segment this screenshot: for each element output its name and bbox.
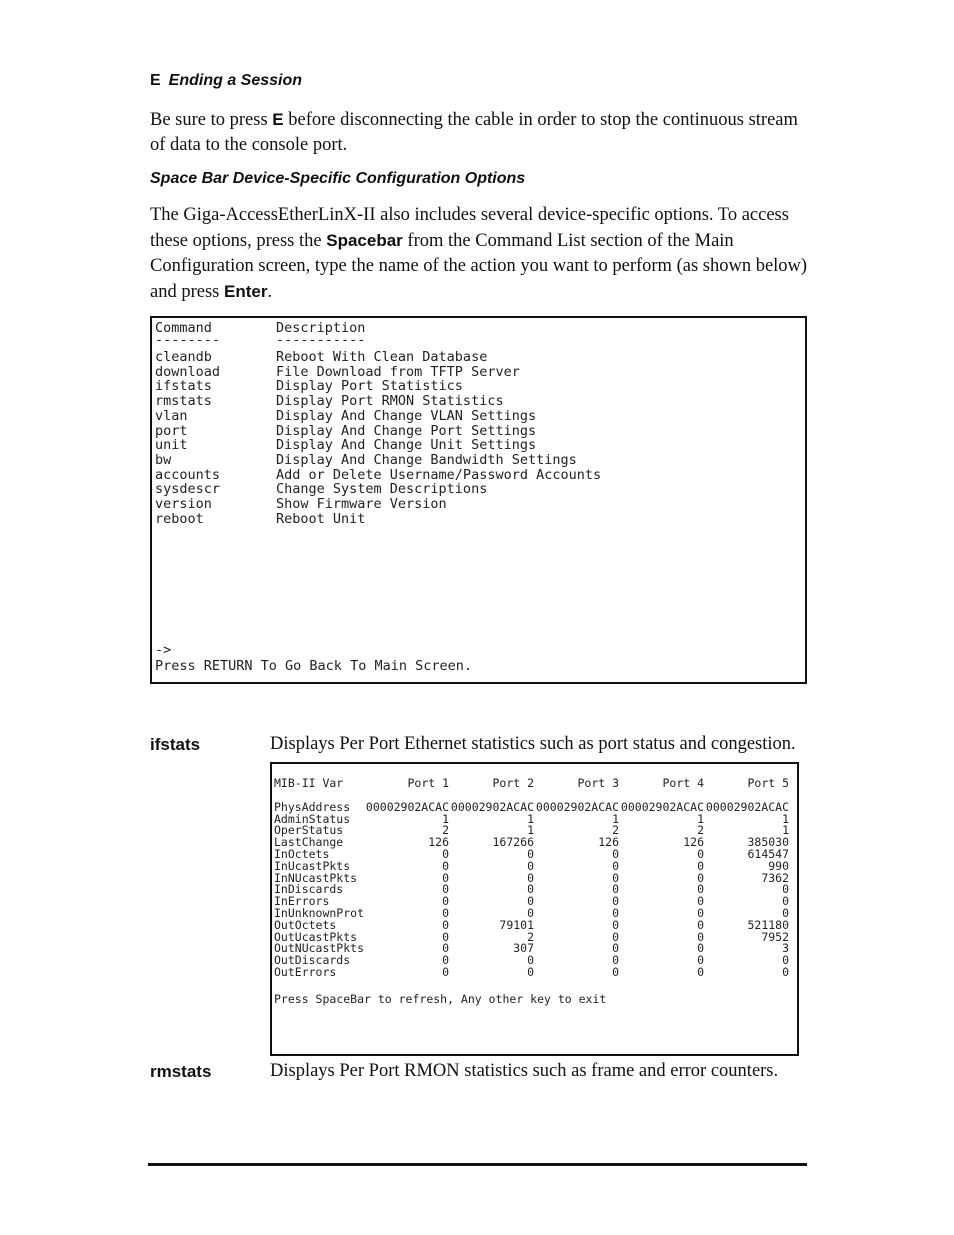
port-value: 0 — [697, 870, 705, 885]
port-value: 0 — [782, 905, 790, 920]
port-value: 1 — [782, 823, 790, 838]
options-paragraph — [150, 203, 810, 305]
port-value: 1 — [442, 811, 450, 826]
para1-key: E — [272, 110, 284, 129]
port-value: 2 — [442, 823, 450, 838]
port-value: 0 — [527, 882, 535, 897]
port-value: 1 — [782, 811, 790, 826]
port-value: 0 — [612, 953, 620, 968]
port-value: 0 — [782, 964, 790, 979]
port-value: 2 — [612, 823, 620, 838]
port-value: 0 — [527, 858, 535, 873]
port-value: 0 — [697, 964, 705, 979]
para2-key-enter: Enter — [223, 282, 268, 301]
port-value: 0 — [612, 905, 620, 920]
mib-variable: InUnknownProt — [274, 905, 365, 920]
command-prompt: -> — [155, 642, 172, 658]
refresh-instruction: Press SpaceBar to refresh, Any other key to exit — [274, 992, 607, 1006]
port-value: 00002902ACAC — [535, 799, 620, 814]
port-value: 00002902ACAC — [705, 799, 790, 814]
command-description: Show Firmware Version — [276, 496, 447, 512]
port-value: 0 — [527, 953, 535, 968]
port-value: 0 — [612, 917, 620, 932]
port-value: 0 — [782, 882, 790, 897]
command-name: bw — [155, 451, 172, 468]
port-value: 1 — [697, 811, 705, 826]
description-header: Description — [276, 320, 366, 336]
command-header: Command — [155, 320, 212, 336]
para1-text-1: Be sure to press — [150, 110, 273, 130]
port-value: 1 — [527, 823, 535, 838]
port-value: 385030 — [747, 835, 790, 850]
command-name: port — [155, 422, 188, 439]
port-value: 0 — [442, 941, 450, 956]
port-value: 167266 — [492, 835, 535, 850]
port-value: 3 — [782, 941, 790, 956]
port-value: 2 — [527, 929, 535, 944]
port-value: 7952 — [761, 929, 790, 944]
port-value: 0 — [612, 941, 620, 956]
command-name: sysdescr — [155, 481, 221, 498]
port-value: 0 — [697, 882, 705, 897]
port-value: 1 — [527, 811, 535, 826]
port-value: 614547 — [747, 846, 790, 861]
port-value: 0 — [442, 905, 450, 920]
port-value: 0 — [527, 905, 535, 920]
mib-variable: OperStatus — [274, 823, 344, 838]
mib-variable: AdminStatus — [274, 811, 351, 826]
command-header-underline: -------- — [155, 332, 221, 348]
mib-variable: OutDiscards — [274, 953, 351, 968]
return-instruction: Press RETURN To Go Back To Main Screen. — [155, 658, 472, 674]
mib-variable: InDiscards — [274, 882, 344, 897]
description-header-underline: ----------- — [276, 332, 366, 348]
subsection-heading: Space Bar Device-Specific Configuration Options — [150, 170, 526, 187]
port-value: 0 — [697, 941, 705, 956]
port-value: 00002902ACAC — [620, 799, 705, 814]
port-value: 00002902ACAC — [365, 799, 450, 814]
port-value: 79101 — [499, 917, 535, 932]
port-value: 0 — [612, 894, 620, 909]
port-value: 0 — [442, 964, 450, 979]
ifstats-header-row — [274, 778, 789, 802]
command-description: Display And Change Unit Settings — [276, 437, 537, 454]
port-value: 0 — [612, 929, 620, 944]
ifstats-term: ifstats — [150, 735, 201, 754]
port-value: 0 — [442, 882, 450, 897]
port-value: 0 — [527, 894, 535, 909]
port-value: 521180 — [747, 917, 790, 932]
mib-variable: InUcastPkts — [274, 858, 351, 873]
command-description: Reboot Unit — [276, 510, 366, 527]
section-letter: E — [150, 72, 161, 89]
rmstats-description: Displays Per Port RMON statistics such as frame and error counters. — [270, 1061, 779, 1081]
command-description: Display Port RMON Statistics — [276, 393, 504, 410]
command-description: File Download from TFTP Server — [276, 363, 520, 380]
command-name: version — [155, 496, 212, 512]
mib-variable: PhysAddress — [274, 799, 351, 814]
command-description: Reboot With Clean Database — [276, 349, 488, 365]
ifstats-column-header: Port 1 — [407, 776, 450, 790]
port-value: 0 — [612, 846, 620, 861]
ifstats-table-body — [274, 799, 790, 979]
ifstats-column-header: Port 4 — [662, 776, 705, 790]
port-value: 307 — [513, 941, 535, 956]
port-value: 0 — [442, 917, 450, 932]
command-list-screenshot — [150, 316, 807, 684]
para2-text-3: . — [267, 282, 273, 302]
port-value: 0 — [697, 858, 705, 873]
para1-text-2: before disconnecting the cable in order to stop the continuous stream of data to the console port. — [150, 110, 798, 155]
port-value: 1 — [612, 811, 620, 826]
command-name: rmstats — [155, 393, 212, 410]
ifstats-column-header: Port 2 — [492, 776, 535, 790]
port-value: 0 — [697, 953, 705, 968]
port-value: 126 — [428, 835, 450, 850]
mib-variable: InNUcastPkts — [274, 870, 358, 885]
port-value: 0 — [612, 870, 620, 885]
para2-key-spacebar: Spacebar — [326, 231, 403, 250]
table-row — [274, 967, 789, 979]
port-value: 0 — [442, 870, 450, 885]
command-name: unit — [155, 437, 188, 454]
ifstats-table — [274, 778, 789, 979]
para2-text-1: The Giga-AccessEtherLinX-II also includes several device-specific options. To access these options, press the — [150, 205, 789, 251]
port-value: 0 — [697, 905, 705, 920]
port-value: 0 — [442, 846, 450, 861]
port-value: 990 — [768, 858, 790, 873]
port-value: 7362 — [761, 870, 790, 885]
ifstats-column-header: Port 3 — [577, 776, 620, 790]
command-description: Display And Change Bandwidth Settings — [276, 451, 577, 468]
port-value: 0 — [527, 870, 535, 885]
port-value: 0 — [612, 882, 620, 897]
port-value: 0 — [612, 858, 620, 873]
section-title: Ending a Session — [168, 72, 303, 89]
command-description: Display And Change Port Settings — [276, 422, 537, 439]
page-footer-rule — [148, 1163, 807, 1166]
mib-variable: OutUcastPkts — [274, 929, 358, 944]
command-name: vlan — [155, 407, 188, 424]
port-value: 00002902ACAC — [450, 799, 535, 814]
ifstats-column-header: Port 5 — [747, 776, 790, 790]
command-name: download — [155, 363, 221, 380]
port-value: 0 — [442, 953, 450, 968]
port-value: 0 — [442, 894, 450, 909]
mib-variable: InErrors — [274, 894, 330, 909]
port-value: 2 — [697, 823, 705, 838]
mib-variable: OutOctets — [274, 917, 337, 932]
port-value: 0 — [442, 858, 450, 873]
mib-variable: LastChange — [274, 835, 344, 850]
command-name: cleandb — [155, 349, 212, 365]
command-name: reboot — [155, 510, 204, 527]
port-value: 0 — [782, 894, 790, 909]
port-value: 126 — [598, 835, 620, 850]
command-description: Add or Delete Username/Password Accounts — [276, 466, 602, 483]
port-value: 0 — [527, 964, 535, 979]
mib-variable: OutErrors — [274, 964, 337, 979]
ending-session-paragraph — [150, 107, 810, 158]
port-value: 0 — [697, 917, 705, 932]
port-value: 0 — [527, 846, 535, 861]
command-description: Display Port Statistics — [276, 378, 463, 395]
port-value: 0 — [442, 929, 450, 944]
port-value: 0 — [697, 929, 705, 944]
mib-variable: InOctets — [274, 846, 330, 861]
command-name: ifstats — [155, 378, 212, 395]
ifstats-description: Displays Per Port Ethernet statistics such as port status and congestion. — [270, 734, 796, 754]
port-value: 0 — [612, 964, 620, 979]
port-value: 0 — [697, 894, 705, 909]
port-value: 126 — [683, 835, 705, 850]
section-heading — [150, 72, 302, 90]
port-value: 0 — [782, 953, 790, 968]
command-description: Change System Descriptions — [276, 481, 488, 498]
rmstats-term: rmstats — [150, 1062, 212, 1081]
para2-text-2: from the Command List section of the Main Configuration screen, type the name of the action you want to perform (as shown below) and press — [150, 231, 808, 302]
ifstats-column-header: MIB-II Var — [274, 776, 344, 790]
command-name: accounts — [155, 466, 221, 483]
ifstats-screenshot — [270, 762, 799, 1056]
command-description: Display And Change VLAN Settings — [276, 407, 537, 424]
port-value: 0 — [697, 846, 705, 861]
mib-variable: OutNUcastPkts — [274, 941, 365, 956]
